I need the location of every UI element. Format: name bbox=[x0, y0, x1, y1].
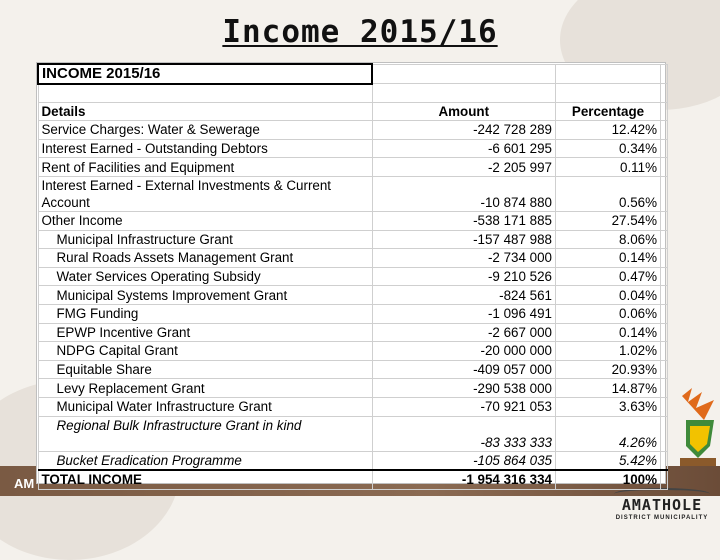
row-percentage: 5.42% bbox=[556, 451, 661, 470]
row-details: FMG Funding bbox=[38, 304, 372, 323]
row-amount: -538 171 885 bbox=[372, 211, 556, 230]
row-details: NDPG Capital Grant bbox=[38, 342, 372, 361]
row-details: Rural Roads Assets Management Grant bbox=[38, 249, 372, 268]
coat-of-arms-icon bbox=[674, 386, 720, 476]
footer-abbreviation: AM bbox=[14, 476, 35, 491]
row-percentage: 0.34% bbox=[556, 139, 661, 158]
row-percentage: 0.06% bbox=[556, 304, 661, 323]
total-percentage: 100% bbox=[556, 470, 661, 489]
row-details: Regional Bulk Infrastructure Grant in kind bbox=[38, 416, 372, 451]
row-percentage: 8.06% bbox=[556, 230, 661, 249]
row-percentage: 0.11% bbox=[556, 158, 661, 177]
row-details: Rent of Facilities and Equipment bbox=[38, 158, 372, 177]
table-row bbox=[38, 121, 668, 140]
row-percentage: 0.14% bbox=[556, 323, 661, 342]
header-percentage: Percentage bbox=[556, 102, 661, 121]
row-details: Interest Earned - Outstanding Debtors bbox=[38, 139, 372, 158]
row-amount: -290 538 000 bbox=[372, 379, 556, 398]
row-amount: -2 205 997 bbox=[372, 158, 556, 177]
row-details: Levy Replacement Grant bbox=[38, 379, 372, 398]
table-row bbox=[38, 360, 668, 379]
total-row bbox=[38, 470, 668, 489]
row-details: EPWP Incentive Grant bbox=[38, 323, 372, 342]
row-details: Bucket Eradication Programme bbox=[38, 451, 372, 470]
row-amount: -10 874 880 bbox=[372, 176, 556, 211]
row-details: Municipal Infrastructure Grant bbox=[38, 230, 372, 249]
row-percentage: 0.47% bbox=[556, 267, 661, 286]
row-percentage: 20.93% bbox=[556, 360, 661, 379]
logo-subtitle: DISTRICT MUNICIPALITY bbox=[615, 515, 709, 521]
row-amount: -83 333 333 bbox=[372, 416, 556, 451]
table-row bbox=[38, 379, 668, 398]
table-row bbox=[38, 176, 668, 211]
table-row bbox=[38, 304, 668, 323]
row-amount: -70 921 053 bbox=[372, 397, 556, 416]
logo-arc bbox=[614, 488, 710, 500]
income-table bbox=[36, 62, 666, 488]
row-details: Other Income bbox=[38, 211, 372, 230]
row-amount: -242 728 289 bbox=[372, 121, 556, 140]
table-title-row bbox=[38, 64, 668, 84]
row-amount: -6 601 295 bbox=[372, 139, 556, 158]
row-amount: -2 667 000 bbox=[372, 323, 556, 342]
row-amount: -1 096 491 bbox=[372, 304, 556, 323]
row-amount: -2 734 000 bbox=[372, 249, 556, 268]
row-percentage: 3.63% bbox=[556, 397, 661, 416]
row-details: Municipal Systems Improvement Grant bbox=[38, 286, 372, 305]
table-row bbox=[38, 342, 668, 361]
logo-name: AMATHOLE bbox=[621, 496, 703, 514]
total-amount: -1 954 316 334 bbox=[372, 470, 556, 489]
row-percentage: 27.54% bbox=[556, 211, 661, 230]
table-row bbox=[38, 249, 668, 268]
row-percentage: 0.14% bbox=[556, 249, 661, 268]
table-row bbox=[38, 323, 668, 342]
row-percentage: 0.04% bbox=[556, 286, 661, 305]
row-details: Water Services Operating Subsidy bbox=[38, 267, 372, 286]
row-amount: -157 487 988 bbox=[372, 230, 556, 249]
table-row bbox=[38, 397, 668, 416]
row-details: Municipal Water Infrastructure Grant bbox=[38, 397, 372, 416]
table-row bbox=[38, 286, 668, 305]
row-percentage: 4.26% bbox=[556, 416, 661, 451]
row-amount: -9 210 526 bbox=[372, 267, 556, 286]
table-header-row bbox=[38, 102, 668, 121]
row-amount: -409 057 000 bbox=[372, 360, 556, 379]
table-row bbox=[38, 230, 668, 249]
header-amount: Amount bbox=[372, 102, 556, 121]
table-title: INCOME 2015/16 bbox=[38, 64, 372, 84]
row-percentage: 1.02% bbox=[556, 342, 661, 361]
row-details: Equitable Share bbox=[38, 360, 372, 379]
amathole-logo bbox=[604, 488, 720, 538]
row-amount: -105 864 035 bbox=[372, 451, 556, 470]
row-amount: -824 561 bbox=[372, 286, 556, 305]
table-row bbox=[38, 158, 668, 177]
table-row bbox=[38, 451, 668, 470]
table-row bbox=[38, 267, 668, 286]
spacer-row bbox=[38, 84, 668, 103]
table-row bbox=[38, 211, 668, 230]
row-percentage: 14.87% bbox=[556, 379, 661, 398]
table-row bbox=[38, 416, 668, 451]
row-percentage: 12.42% bbox=[556, 121, 661, 140]
row-details: Service Charges: Water & Sewerage bbox=[38, 121, 372, 140]
header-details: Details bbox=[38, 102, 372, 121]
total-label: TOTAL INCOME bbox=[38, 470, 372, 489]
table-row bbox=[38, 139, 668, 158]
slide-title: Income 2015/16 bbox=[222, 14, 498, 50]
row-details: Interest Earned - External Investments & Current Account bbox=[38, 176, 372, 211]
row-amount: -20 000 000 bbox=[372, 342, 556, 361]
row-percentage: 0.56% bbox=[556, 176, 661, 211]
